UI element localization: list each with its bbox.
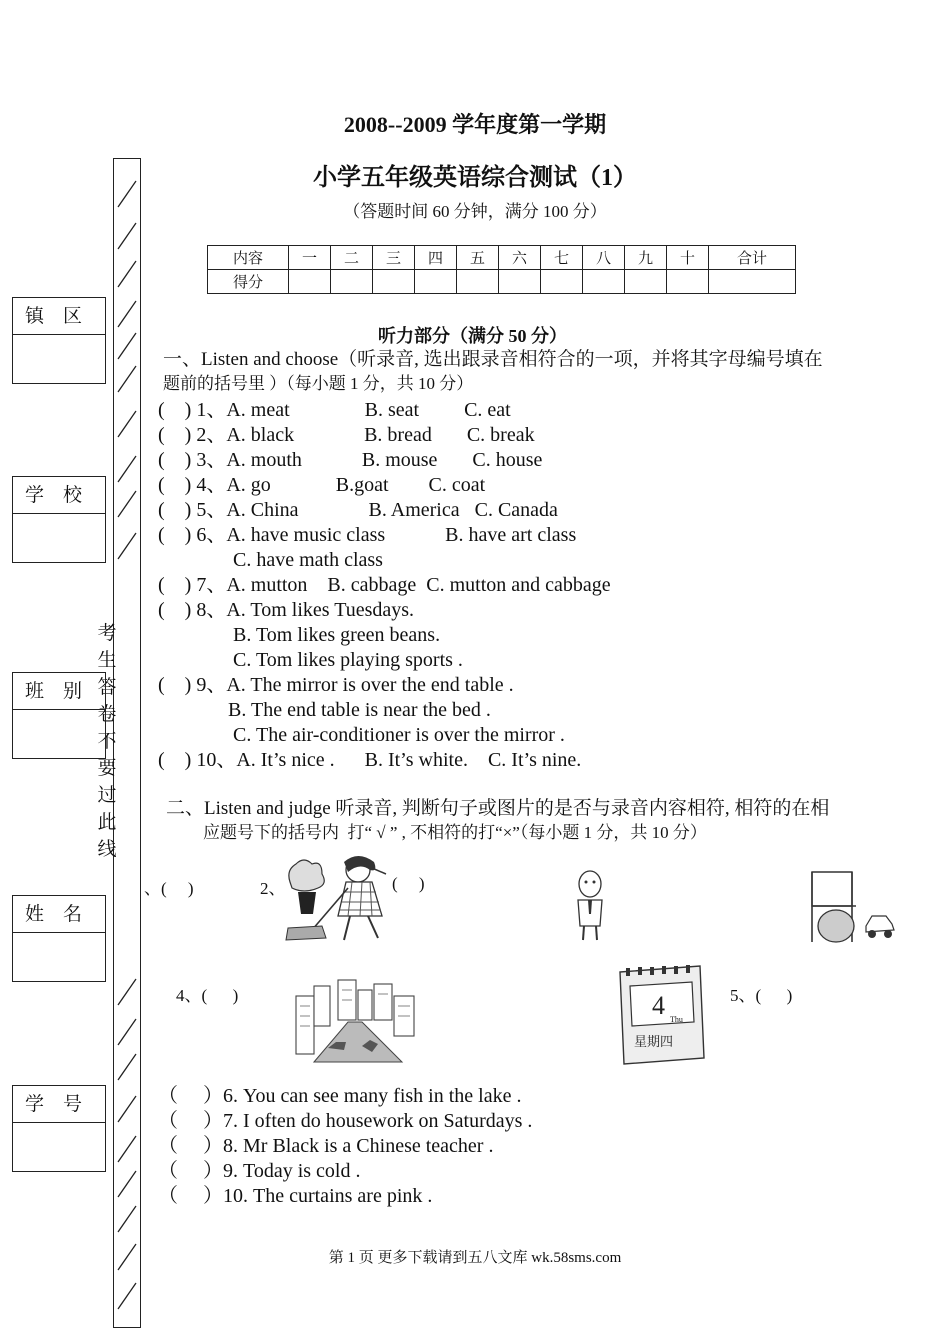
score-table-header-row [208,246,796,270]
page-footer: 第 1 页 更多下载请到五八文库 wk.58sms.com [328,1250,622,1266]
chair-ball-car-image [806,868,898,946]
score-cell: 八 [583,246,625,270]
question-line: ( ) 4、A. go B.goat C. coat [158,474,486,496]
question-line: B. Tom likes green beans. [158,624,441,646]
pic-label-5: 5、( ) [730,986,793,1005]
score-cell: 合计 [709,246,796,270]
pic-label-1: 、( ) [144,879,194,898]
cut-slash [116,409,138,439]
cut-slash [116,1052,138,1082]
pic-label-4: 4、( ) [176,986,239,1005]
calendar-small-text: Thu [670,1015,683,1024]
student-number-label: 学 号 [13,1086,105,1123]
judge-question: （ ）6. You can see many fish in the lake . [158,1085,522,1107]
question-line: ( ) 2、A. black B. bread C. break [158,424,535,446]
question-line: C. have math class [158,549,383,571]
score-cell: 得分 [208,270,289,294]
question-line: C. Tom likes playing sports . [158,649,463,671]
cut-slash [116,221,138,251]
score-input-cell[interactable] [709,270,796,294]
score-input-cell[interactable] [289,270,331,294]
cut-slash [116,259,138,289]
cut-slash [116,454,138,484]
question-line: B. The end table is near the bed . [158,699,491,721]
name-input[interactable] [13,933,105,981]
question-line: ( ) 1、A. meat B. seat C. eat [158,399,511,421]
cut-slash [116,1169,138,1199]
part2-instruction: 二、Listen and judge 听录音, 判断句子或图片的是否与录音内容相符, 相符的在相 [166,798,830,819]
pic-label-3: ( ) [392,874,425,893]
exam-title: 小学五年级英语综合测试（1） [313,165,637,191]
school-field [12,476,106,563]
part1-instruction: 一、Listen and choose（听录音, 选出跟录音相符合的一项，并将其字母编号填在 [163,349,823,370]
score-input-cell[interactable] [415,270,457,294]
part1-instruction-cont: 题前的括号里 ）（每小题 1 分，共 10 分） [163,374,474,393]
score-input-cell[interactable] [499,270,541,294]
exam-note: （答题时间 60 分钟，满分 100 分） [343,202,607,221]
town-label: 镇 区 [13,298,105,335]
student-number-input[interactable] [13,1123,105,1171]
score-input-cell[interactable] [583,270,625,294]
year-title: 2008--2009 学年度第一学期 [343,112,607,137]
question-line: ( ) 6、A. have music class B. have art class [158,524,577,546]
cut-slash [116,1134,138,1164]
class-field [12,672,106,759]
girl-sweeping-image [282,852,394,948]
question-line: ( ) 3、A. mouth B. mouse C. house [158,449,543,471]
judge-question: （ ）10. The curtains are pink . [158,1185,433,1207]
question-line: ( ) 9、A. The mirror is over the end table . [158,674,514,696]
score-input-cell[interactable] [667,270,709,294]
name-field [12,895,106,982]
cut-slash [116,531,138,561]
score-input-cell[interactable] [625,270,667,294]
question-line: ( ) 7、A. mutton B. cabbage C. mutton and cabbage [158,574,611,596]
name-label: 姓 名 [13,896,105,933]
score-cell: 三 [373,246,415,270]
calendar-weekday: 星期四 [634,1035,674,1050]
score-cell: 四 [415,246,457,270]
student-number-field [12,1085,106,1172]
binding-warning: 考生答卷不要过此线 [97,622,117,860]
score-cell: 九 [625,246,667,270]
question-line: ( ) 5、A. China B. America C. Canada [158,499,558,521]
part2-instruction-cont: 应题号下的括号内 打“ √ ” , 不相符的打“×”（每小题 1 分，共 10 分） [203,823,707,842]
question-line: C. The air-conditioner is over the mirror . [158,724,565,746]
score-cell: 六 [499,246,541,270]
score-cell: 五 [457,246,499,270]
score-cell: 一 [289,246,331,270]
score-cell: 内容 [208,246,289,270]
man-figure-image [570,870,610,944]
score-table [207,245,796,294]
city-street-image [292,976,418,1064]
cut-slash [116,489,138,519]
question-line: ( ) 10、A. It’s nice . B. It’s white. C. It’s nine. [158,749,582,771]
score-input-cell[interactable] [457,270,499,294]
score-cell: 二 [331,246,373,270]
calendar-number: 4 [652,991,665,1020]
calendar-image [612,964,706,1068]
pic-label-2: 2、 [260,879,286,898]
judge-question: （ ）7. I often do housework on Saturdays . [158,1110,533,1132]
listening-heading: 听力部分（满分 50 分） [378,326,567,346]
cut-slash [116,977,138,1007]
cut-slash [116,1017,138,1047]
cut-slash [116,1204,138,1234]
class-input[interactable] [13,710,105,758]
class-label: 班 别 [13,673,105,710]
cut-slash [116,364,138,394]
cut-slash [116,1281,138,1311]
score-cell: 七 [541,246,583,270]
cut-slash [116,1094,138,1124]
score-cell: 十 [667,246,709,270]
score-table-score-row [208,270,796,294]
question-line: ( ) 8、A. Tom likes Tuesdays. [158,599,415,621]
school-label: 学 校 [13,477,105,514]
score-input-cell[interactable] [331,270,373,294]
judge-question: （ ）9. Today is cold . [158,1160,361,1182]
cut-slash [116,179,138,209]
score-input-cell[interactable] [373,270,415,294]
school-input[interactable] [13,514,105,562]
judge-question: （ ）8. Mr Black is a Chinese teacher . [158,1135,494,1157]
score-input-cell[interactable] [541,270,583,294]
